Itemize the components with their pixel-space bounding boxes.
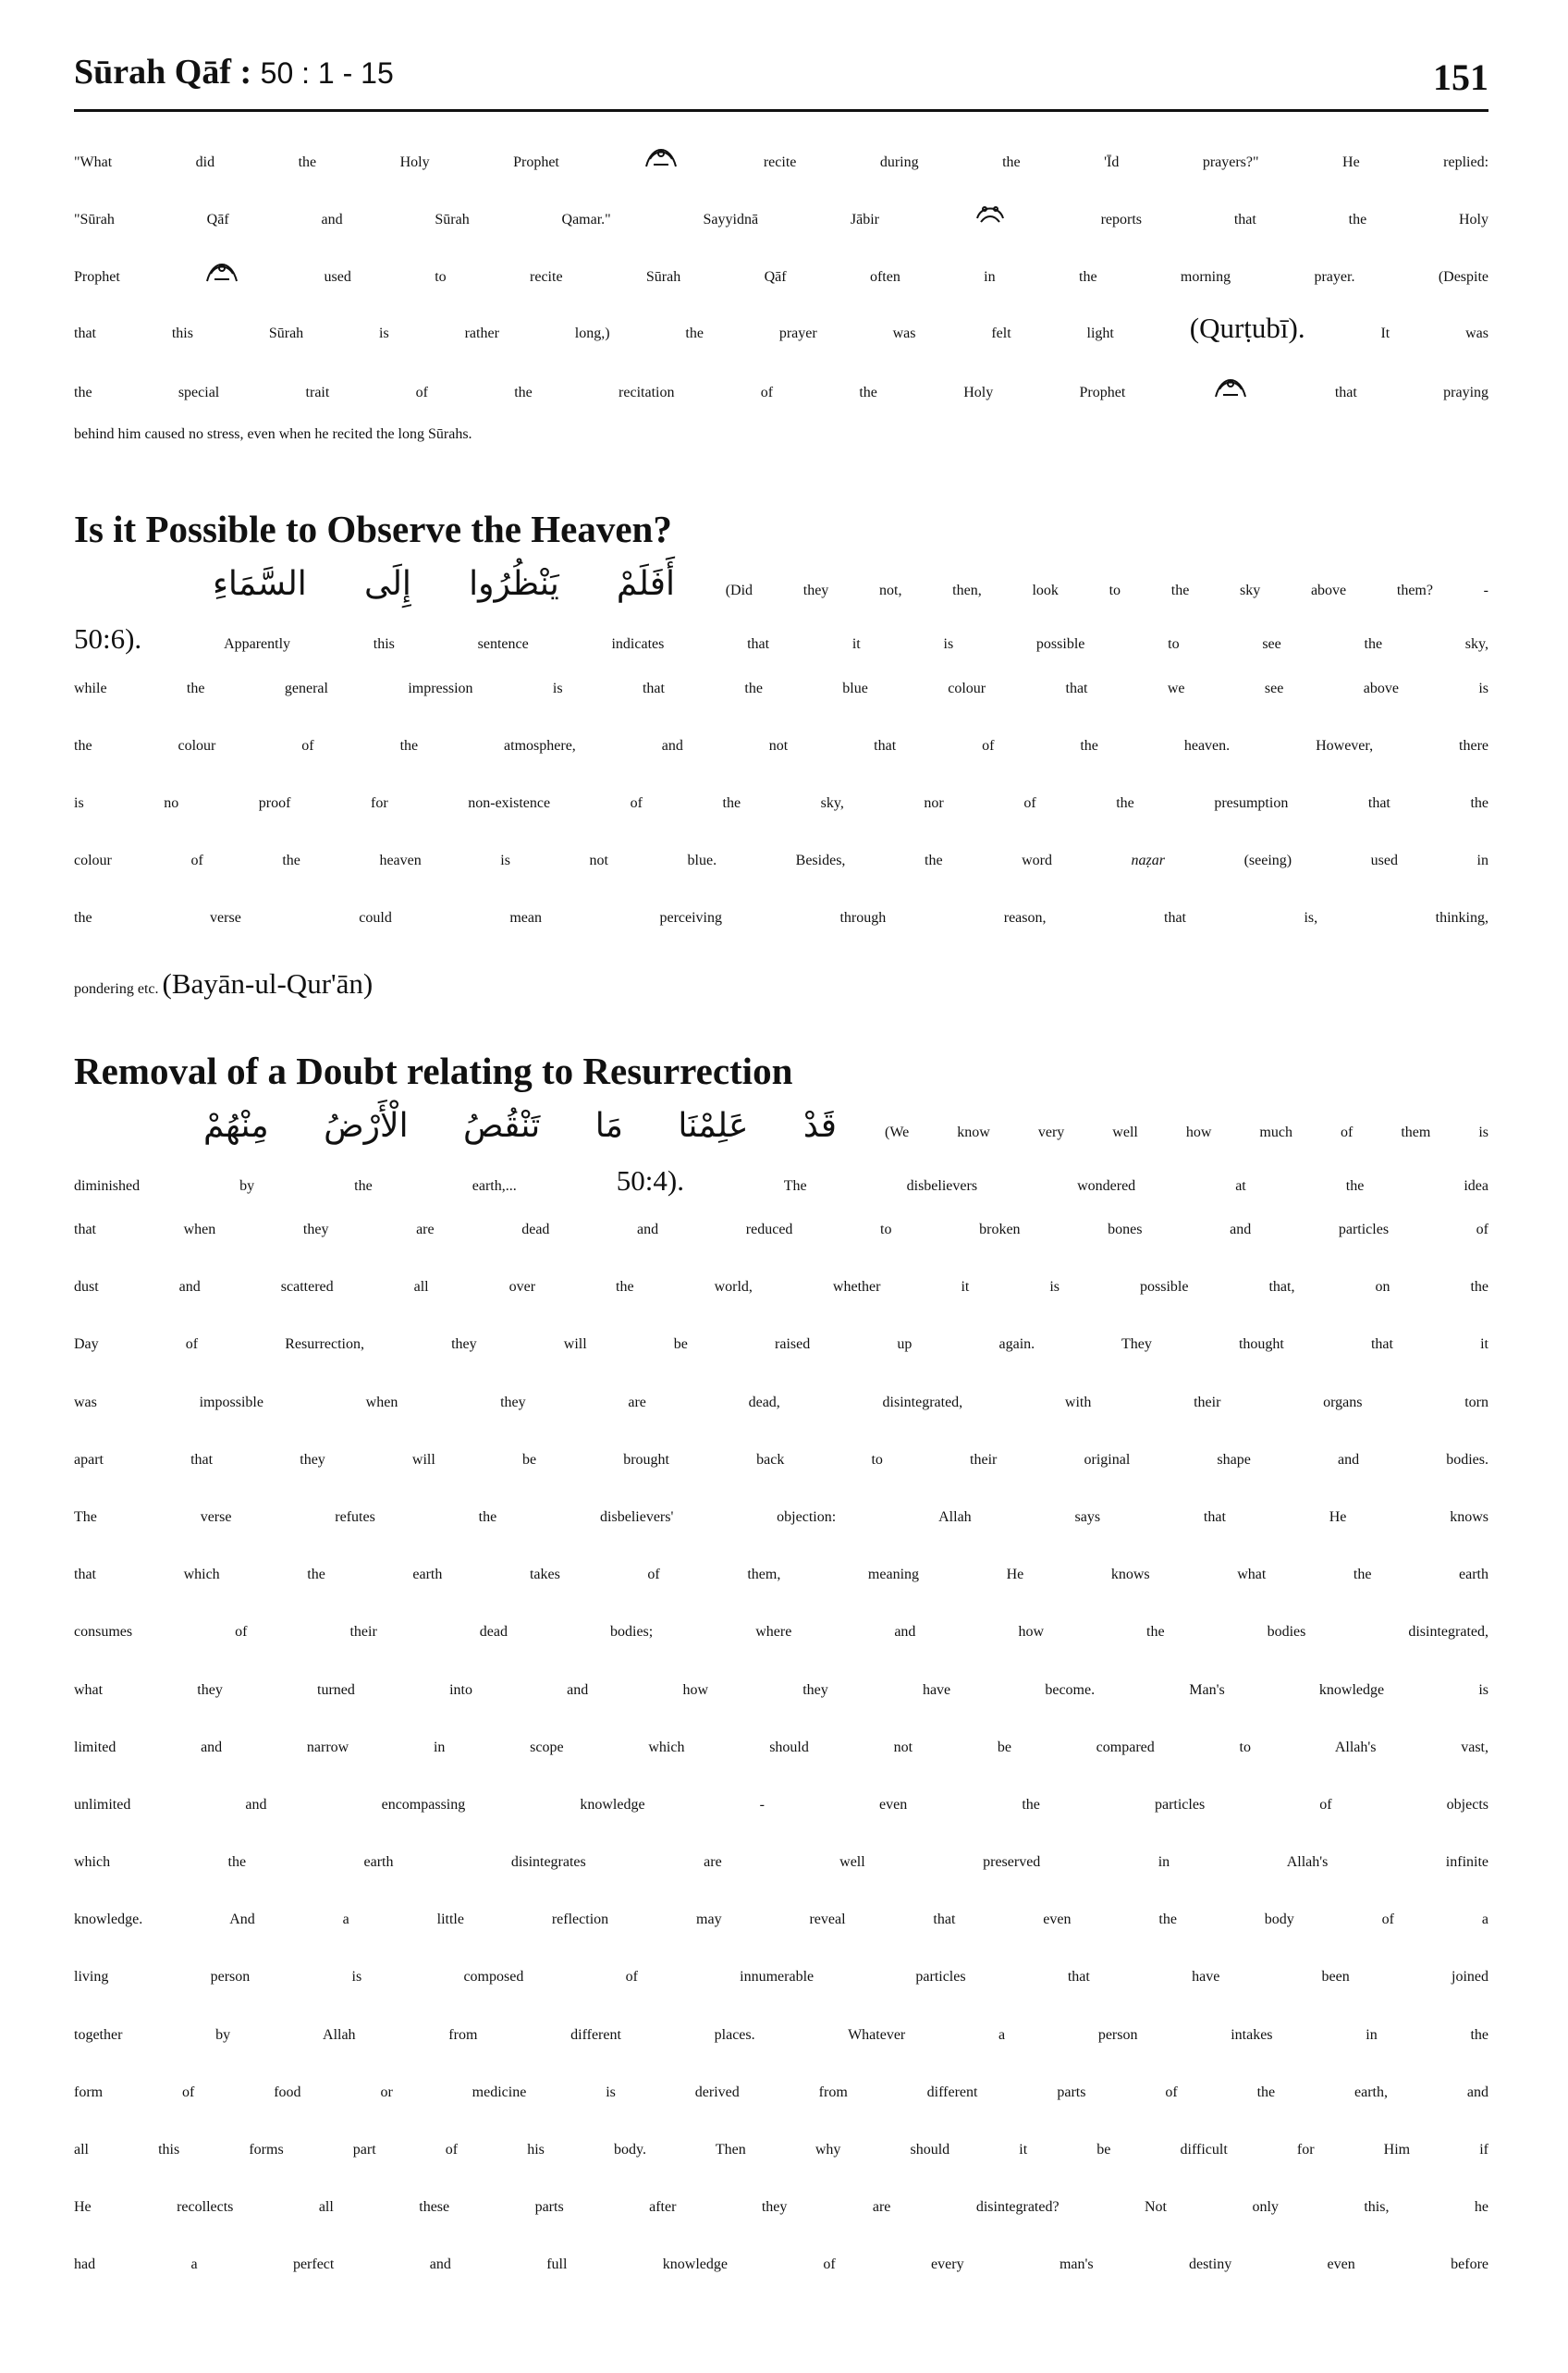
text-line: قَدْ عَلِمْنَا مَا تَنْقُصُ الْأَرْضُ مِنْهُمْ (We know very well how much of them is	[203, 1106, 1488, 1145]
text-line: 50:6). Apparently this sentence indicates that it is possible to see the sky,	[74, 622, 1488, 656]
book-page	[74, 0, 1488, 2373]
header-rule	[74, 109, 1488, 112]
text-line: dust and scattered all over the world, whether it is possible that, on the	[74, 1279, 1488, 1296]
text-line: pondering etc. (Bayān-ul-Qur'ān)	[74, 967, 374, 1001]
page-body	[74, 139, 1488, 2315]
text-line: that which the earth takes of them, meaning He knows what the earth	[74, 1567, 1488, 1583]
arabic-verse: أَفَلَمْ يَنْظُرُوا إِلَى السَّمَاءِ	[213, 565, 675, 604]
salutation-ornament-icon	[1212, 369, 1249, 402]
text-line: "Sūrah Qāf and Sūrah Qamar." Sayyidnā Jābir reports that the Holy	[74, 196, 1488, 253]
text-line: Day of Resurrection, they will be raised up again. They thought that it	[74, 1336, 1488, 1353]
arabic-verse: قَدْ عَلِمْنَا مَا تَنْقُصُ الْأَرْضُ مِنْهُمْ	[203, 1106, 838, 1145]
surah-title: Sūrah Qāf :	[74, 53, 252, 92]
text-line: form of food or medicine is derived from different parts of the earth, and	[74, 2084, 1488, 2100]
text-line: together by Allah from different places. Whatever a person intakes in the	[74, 2026, 1488, 2043]
verse-range: 50 : 1 - 15	[260, 56, 394, 90]
text-line: that this Sūrah is rather long,) the prayer was felt light (Qurṭubī). It was	[74, 311, 1488, 344]
text-line: The verse refutes the disbelievers' objection: Allah says that He knows	[74, 1508, 1488, 1525]
text-line: which the earth disintegrates are well preserved in Allah's infinite	[74, 1854, 1488, 1871]
paragraph-lines	[74, 1222, 1488, 2315]
text-line: limited and narrow in scope which should not be compared to Allah's vast,	[74, 1739, 1488, 1755]
running-title	[74, 48, 394, 97]
section-heading: Removal of a Doubt relating to Resurrection	[74, 1049, 793, 1092]
verse-reference: 50:6).	[74, 622, 142, 656]
text-line: had a perfect and full knowledge of every man's destiny even before	[74, 2256, 1488, 2273]
verse-reference: 50:4).	[616, 1163, 684, 1197]
text-line: all this forms part of his body. Then why should it be difficult for Him if	[74, 2142, 1488, 2158]
text-line: that when they are dead and reduced to broken bones and particles of	[74, 1222, 1488, 1237]
text-line: behind him caused no stress, even when he recited the long Sūrahs.	[74, 425, 472, 442]
italic-term: naẓar	[1131, 853, 1165, 869]
text-line: is no proof for non-existence of the sky, nor of the presumption that the	[74, 794, 1488, 811]
text-line: while the general impression is that the blue colour that we see above is	[74, 680, 1488, 696]
text-line: He recollects all these parts after they are disintegrated? Not only this, he	[74, 2199, 1488, 2216]
text-line: knowledge. And a little reflection may reveal that even the body of a	[74, 1912, 1488, 1928]
text-line: unlimited and encompassing knowledge - even the particles of objects	[74, 1796, 1488, 1813]
text-line: living person is composed of innumerable particles that have been joined	[74, 1969, 1488, 1986]
paragraph-intro	[74, 139, 1488, 484]
text-line: consumes of their dead bodies; where and how the bodies disintegrated,	[74, 1624, 1488, 1641]
companion-ornament-icon	[972, 196, 1009, 229]
salutation-ornament-icon	[203, 253, 240, 287]
text-line: the special trait of the recitation of the Holy Prophet that praying	[74, 369, 1488, 426]
text-line: was impossible when they are dead, disintegrated, with their organs torn	[74, 1394, 1488, 1410]
text-line: "What did the Holy Prophet recite during the 'Īd prayers?" He replied:	[74, 139, 1488, 196]
text-line: colour of the heaven is not blue. Besides, the word naẓar (seeing) used in	[74, 853, 1488, 869]
text-line: what they turned into and how they have become. Man's knowledge is	[74, 1681, 1488, 1698]
text-line: Prophet used to recite Sūrah Qāf often in the morning prayer. (Despite	[74, 253, 1488, 311]
text-line: the colour of the atmosphere, and not that of the heaven. However, there	[74, 737, 1488, 754]
page-header	[74, 48, 1488, 104]
section-heading: Is it Possible to Observe the Heaven?	[74, 508, 672, 551]
paragraph-heaven	[74, 565, 1488, 1026]
citation: (Bayān-ul-Qur'ān)	[162, 967, 374, 1001]
text-line: apart that they will be brought back to their original shape and bodies.	[74, 1451, 1488, 1468]
paragraph-resurrection	[74, 1107, 1488, 2315]
text-line: the verse could mean perceiving through reason, that is, thinking,	[74, 910, 1488, 927]
page-number: 151	[1433, 56, 1488, 98]
citation: (Qurṭubī).	[1189, 311, 1305, 344]
text-line: أَفَلَمْ يَنْظُرُوا إِلَى السَّمَاءِ (Did they not, then, look to the sky above them? -	[213, 565, 1489, 604]
text-line: diminished by the earth,... 50:4). The disbelievers wondered at the idea	[74, 1163, 1489, 1197]
salutation-ornament-icon	[643, 139, 680, 172]
